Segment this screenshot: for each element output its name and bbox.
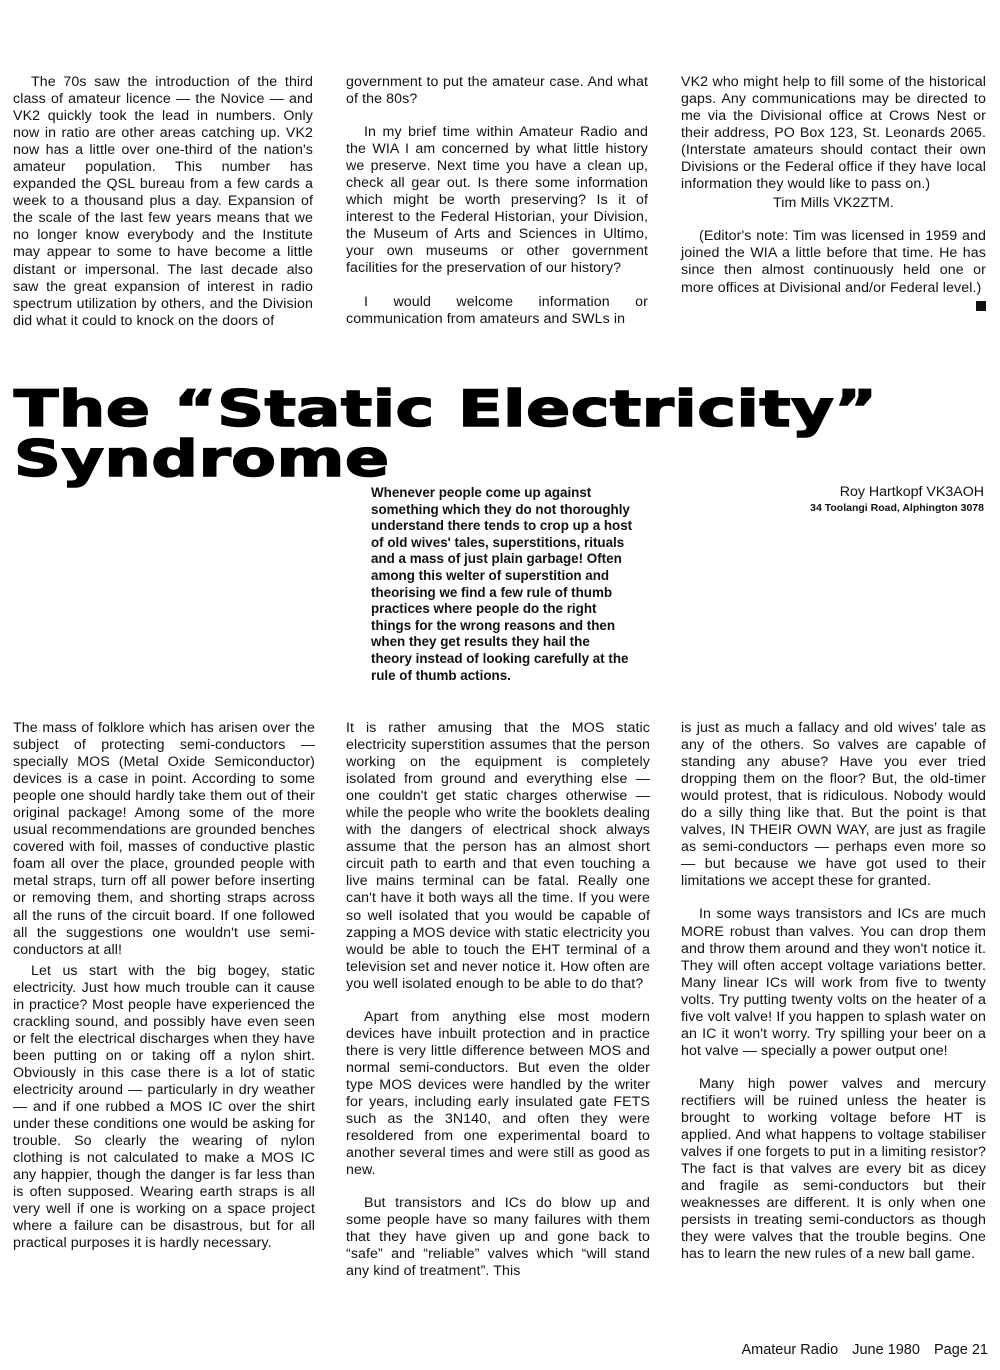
issue-date: June 1980 [852,1342,920,1358]
paragraph: In some ways transistors and ICs are much MORE robust than valves. You can drop them and throw them around and they won't notice it. They will often accept voltage variations better. Many linear ICs will work from five to twenty volts. Try putting twenty volts on the heater of a five volt valve! If you happen to splash water on an IC it won't worry. Try spilling your beer on a hot valve — specially a power output one! [681,906,986,1059]
article-column-2 [346,720,650,1280]
byline [810,483,984,515]
paragraph: But transistors and ICs do blow up and some people have so many failures with them that they have given up and gone back to “safe” and “reliable” valves which “will stand any kind of treatment”. This [346,1195,650,1280]
article-intro: Whenever people come up against something which they do not thoroughly understand there tends to crop up a host of old wives' tales, superstitions, rituals and a mass of just plain garbage! Often among this welter of superstition and theorising we find a few rule of thumb practices where people do the right things for the wrong reasons and then when they get results they hail the theory instead of looking carefully at the rule of thumb actions. [371,485,633,683]
editors-note-text: (Editor's note: Tim was licensed in 1959 and joined the WIA a little before that time. He has since then almost continuously held one or more offices at Divisional and/or Federal level.) [681,228,986,296]
article-title [14,380,878,488]
paragraph: It is rather amusing that the MOS static electricity superstition assumes that the person working on the equipment is completely isolated from ground and everything else — one couldn't get static charges otherwise — while the people who write the booklets dealing with the dangers of electrical shock always assume that the person has an almost short circuit path to earth and that even touching a live mains terminal can be fatal. Really one can't have it both ways all the time. If you were so well isolated that you would be capable of zapping a MOS device with static electricity you would be able to touch the EHT terminal of a television set and never notice it. How often are you well isolated enough to be able to do that? [346,720,650,992]
paragraph: The mass of folklore which has arisen over the subject of protecting semi-conductors — specially MOS (Metal Oxide Semiconductor) devices is a case in point. According to some people one should hardly take them out of their original package! Among some of the more usual recommendations are grounded benches covered with foil, masses of conductive plastic foam all over the place, grounded people with metal straps, turn off all power before inserting or removing them, and shorting straps across all the runs of the circuit board. If one followed all the suggestions one wouldn't use semi-conductors at all! [13,720,315,958]
author-name: Roy Hartkopf VK3AOH [839,484,984,500]
paragraph: In my brief time within Amateur Radio and the WIA I am concerned by what little history we preserve. Next time you have a clean up, check all gear out. Is there some information which might be worth preserving? Is it of interest to the Federal Historian, your Division, the Museum of Arts and Sciences in Ultimo, your own museums or other government facilities for the preservation of our history? [346,124,648,277]
top-column-3 [681,74,986,311]
end-of-article-mark [976,301,986,311]
paragraph: Many high power valves and mercury rectifiers will be ruined unless the heater is brought to working voltage before HT is applied. And what happens to voltage stabiliser valves if one forgets to put in a limiting resistor? The fact is that valves are every bit as dicey and fragile as semi-conductors but their weaknesses are different. It is only when one persists in treating semi-conductors as though they were valves that the trouble begins. One has to learn the new rules of a new ball game. [681,1075,986,1263]
article-title-line-2: Syndrome [14,430,390,488]
paragraph: Let us start with the big bogey, static electricity. Just how much trouble can it cause in practice? Most people have experienced the crackling sound, and possibly have even seen or felt the electrical discharges when they have been putting on or taking off a nylon shirt. Obviously in this case there is a lot of static electricity around — particularly in dry weather — and if one rubbed a MOS IC over the shirt under these conditions one would be asking for trouble. So clearly the wearing of nylon clothing is not calculated to make a MOS IC any happier, though the danger is far less than is often supposed. Wearing earth straps is all very well if one is working on a space project where a failure can be disastrous, but for all practical purposes it is hardly necessary. [13,962,315,1252]
paragraph: I would welcome information or communication from amateurs and SWLs in [346,293,648,327]
paragraph: Apart from anything else most modern devices have inbuilt protection and in practice there is very little difference between MOS and normal semi-conductors. But even the older type MOS devices were handled by the writer for years, including early insulated gate FETS such as the 3N140, and often they were resoldered from one experimental board to another several times and were still as good as new. [346,1008,650,1179]
article-column-3 [681,720,986,1263]
signature: Tim Mills VK2ZTM. [773,195,894,212]
page-footer [731,1342,988,1358]
top-column-1 [13,74,313,330]
paragraph: is just as much a fallacy and old wives' tale as any of the others. So valves are capable of standing any abuse? Have you ever tried dropping them on the floor? But, the old-timer would protest, that is ridiculous. Nobody would do a silly thing like that. But the point is that valves, IN THEIR OWN WAY, are just as fragile as semi-conductors — perhaps even more so — but because we have got used to their limitations we accept these for granted. [681,720,986,890]
article-column-1 [13,720,315,1252]
paragraph: The 70s saw the introduction of the third class of amateur licence — the Novice — and VK2 quickly took the lead in numbers. Only now in ratio are other areas catching up. VK2 now has a little over one-third of the nation's amateur population. This number has expanded the QSL bureau from a few cards a week to a thousand plus a day. Expansion of the scale of the last few years means that we no longer know everybody and the Institute may appear to some to have become a little distant or impersonal. The last decade also saw the great expansion of interest in radio spectrum utilization by others, and the Division did what it could to knock on the doors of [13,74,313,329]
top-column-2 [346,74,648,328]
paragraph: government to put the amateur case. And what of the 80s? [346,74,648,108]
magazine-name: Amateur Radio [741,1342,839,1358]
page-number: Page 21 [933,1342,988,1358]
article-title-line-1: The “Static Electricity” [14,380,878,438]
paragraph: VK2 who might help to fill some of the historical gaps. Any communications may be directed to me via the Divisional office at Crows Nest or their address, PO Box 123, St. Leonards 2065. (Interstate amateurs should contact their own Divisions or the Federal office if they have local information they would like to pass on.) [681,74,986,193]
editors-note [681,228,986,296]
author-address: 34 Toolangi Road, Alphington 3078 [810,502,984,514]
